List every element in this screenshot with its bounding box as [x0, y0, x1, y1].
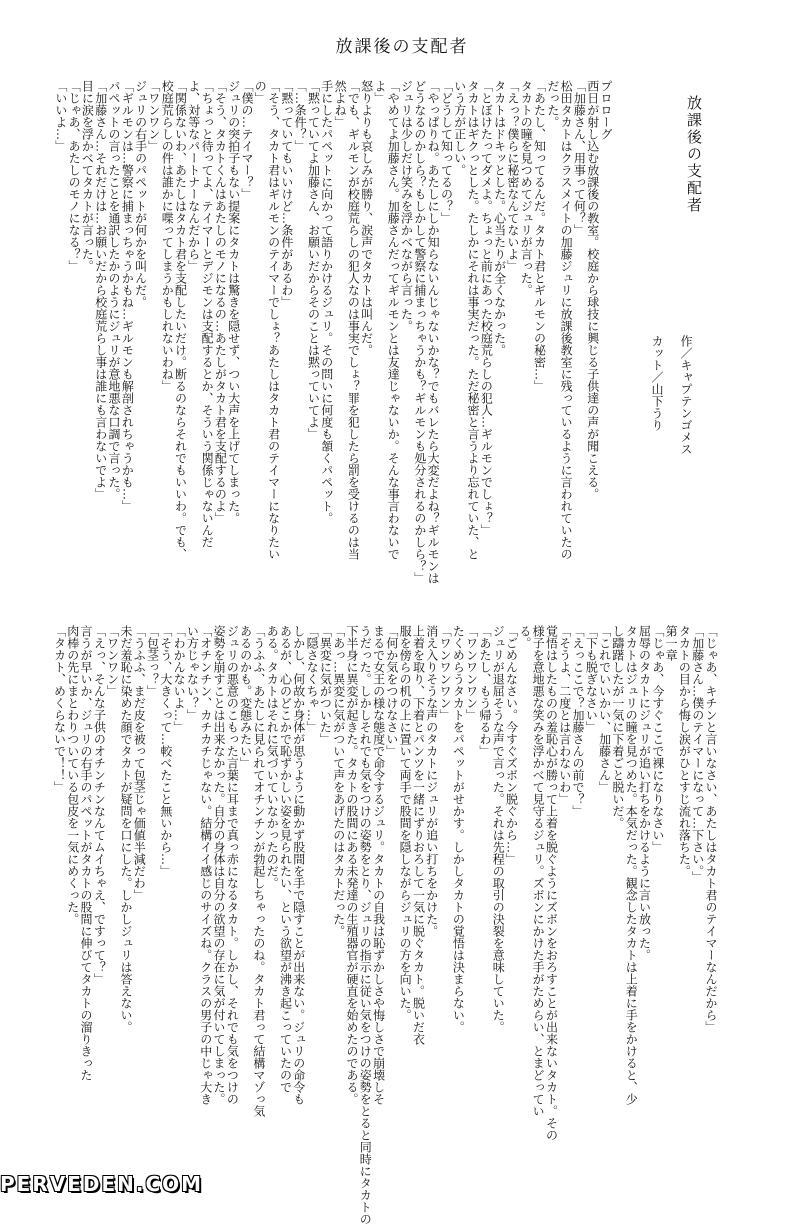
credits: [636, 335, 706, 485]
text-line: 下半身に異変が起きた。タカトの股間にある未発達の生殖器官が硬直を始めたのである。: [344, 625, 359, 1105]
text-line: 「そうよ、二度とは言わないわ」: [557, 625, 572, 805]
text-line: タカトはジュリの瞳を見つめた。本気だった。観念したタカトは上着に手をかけると、少: [624, 625, 639, 1105]
text-line: タカトの目から悔し涙がひとすじ流れ落ちた。: [677, 625, 692, 877]
page-title: 放課後の支配者: [335, 37, 469, 57]
text-line: 校庭荒らしの件は誰かに喋ってしまうかもしれないわね」: [160, 80, 175, 392]
upper-text-block: [53, 80, 613, 615]
text-line: ジュリは少しだけ笑みを浮かべながら言った。: [399, 80, 414, 332]
text-line: 「ワンワンワン」: [464, 625, 479, 721]
text-line: 「じゃあ、キチンと言いなさい、あたしはタカト君のテイマーなんだから」: [704, 625, 718, 1033]
text-line: 「黙っていてもいいけど…条件があるわ」: [279, 80, 294, 308]
text-line: ジュリの右手のパペットが何かを叫んだ。: [133, 80, 148, 308]
text-line: 「いいよ…」: [53, 80, 68, 152]
text-line: 「ワンワンワン」: [438, 625, 453, 721]
text-line: 「包茎っ？」: [145, 625, 160, 697]
text-line: 消え入りそうな声のタカトにジュリが追い打ちをかけた。: [424, 625, 439, 937]
text-line: 「…条件？」: [293, 80, 308, 152]
text-line: いう方が正しい。: [452, 80, 467, 176]
text-line: 言うが早いか、ジュリの右手のパペットがタカトの股間に伸びてタカトの溜りきった: [79, 625, 94, 1081]
text-line: 「どうして知ってるの？」: [439, 80, 454, 224]
text-line: 「加藤さん…それだけは…お願いだから校庭荒らし事は誰にも言わないでよ」: [93, 80, 108, 500]
text-line: 「隠さなくちゃ…」: [305, 625, 320, 733]
text-line: 松田タカトはクラスメイトの加藤ジュリに放課後教室に残っているように言われていたの: [559, 80, 574, 560]
text-line: タカトの瞳を見つめてジュリが言った。: [519, 80, 534, 296]
text-line: 「あたし、もう帰るわ」: [477, 625, 492, 757]
text-line: あるが、心のどこかで恥ずかしい姿を見られたい、という欲望が沸き起こっていたので: [278, 625, 293, 1093]
story-title: 放課後の支配者: [685, 95, 703, 214]
text-line: うだった。しかしそれでも気をつけの姿勢をとり、ジュリの指示に従い気をつけの姿勢をとると同時にタカトの: [358, 625, 373, 1225]
text-line: たくめらうタカトをパペットがせかす。しかしタカトの覚悟は決まらない。: [451, 625, 466, 1033]
text-line: プロローグ: [599, 80, 613, 140]
text-line: 上着を取り、下着とパンツを一緒にずりおろして一気に脱ぐタカト。脱いだ衣: [411, 625, 426, 1045]
text-line: の」: [253, 80, 268, 104]
text-line: だった。: [545, 80, 560, 128]
text-line: 「でも、ギルモンが校庭荒らしの犯人なのは事実でしょ？罪を犯したら罰を受けるのは当: [346, 80, 361, 560]
text-line: ジュリの悪意のこもった言葉に耳まで真っ赤になるタカト。しかし、それでも気をつけの: [225, 625, 240, 1105]
text-line: 姿勢を崩すことは出来なかった。自分の身体は自分の欲望の存在に気が付いてしまった。: [212, 625, 227, 1105]
text-line: タカトはギクっとした。たしかにそれは事実だった。ただ秘密と言うより忘れていた、と: [466, 80, 481, 560]
text-line: 「えっ、そんな子供のオチンチンなんてムイちゃえ、ですって？」: [92, 625, 107, 985]
text-line: 「異変に気がついた」: [318, 625, 333, 745]
text-line: 覚悟はしたものの羞恥心が勝って上着を脱ぐようにズボンをおろすことが出来ないタカト。その: [544, 625, 559, 1141]
text-line: よ、対等なパートナーなんだから」: [186, 80, 201, 272]
text-line: 屈辱のタカトにジュリが追い打ちをかけるように言い放った。: [637, 625, 652, 961]
text-line: 「じゃあ、あたしのモノになる？」: [67, 80, 82, 272]
text-line: パペットの言ったことを通訳したかのようにジュリが意地悪な口調で言った。: [107, 80, 122, 500]
text-line: 「ギルモンは…警察に捕まっちゃうかもね…ギルモンも解剖されちゃうかも…」: [120, 80, 135, 512]
text-line: 怒りよりも哀しみが勝り、涙声でタカトは叫んだ。: [359, 80, 374, 356]
text-line: 「タカト、めくらないで！！」: [52, 625, 67, 793]
text-line: 「あっ…異変に気がついて声をあげたのはタカトだった。: [331, 625, 346, 937]
text-line: 「とぼけたってダメよ。ちょっと前にあった校庭荒らしの犯人…ギルモンでしょ？」: [479, 80, 494, 536]
text-line: 「そう、タカト君はギルモンのテイマーでしょ？あたしはタカト君のテイマーになりたい: [266, 80, 281, 560]
text-line: 様子を意地悪な笑みを浮かべて見守るジュリ。ズボンにかけた手がためらい、とまどってい: [531, 625, 546, 1117]
text-line: 「えっ？僕らに秘密なんてないよ」: [505, 80, 520, 272]
text-line: 「そう、タカトくんはあたしのモノになるの…あたしがタカト君を支配するのよ」: [213, 80, 228, 524]
text-line: どうなるのかしら？もしかして警察に捕まっちゃうかも？ギルモンも処分されるのかしら？」: [412, 80, 427, 584]
text-line: しかし、何故か身体が思うように動かず股間を手で隠すことが出来ない。ジュリの命令も: [291, 625, 306, 1105]
text-line: 「うふふ、まだ皮を被って包茎じゃ価値半減だわ」: [132, 625, 147, 901]
text-line: 「やっぱりね。あたしにしか知らないんじゃないかな？でもバレたら大変だよね？ギルモンは: [426, 80, 441, 584]
text-line: よ」: [372, 80, 387, 104]
text-line: 然よね」: [333, 80, 348, 128]
text-line: 未だ羞恥に染めた顔でタカトが疑問を口にした。しかしジュリは答えない。: [118, 625, 133, 1033]
text-line: 「わかんないよ…」: [172, 625, 187, 733]
text-line: 第一章: [664, 625, 679, 661]
text-line: 「下も脱ぎなさい」: [584, 625, 599, 733]
text-line: 「何か気をつけなさい」: [384, 625, 399, 757]
credit-author: 作／キャプテンゴメス: [679, 335, 693, 455]
text-line: 「黙っていてよ加藤さん、お願いだからそのことは黙っていてよ」: [306, 80, 321, 440]
text-line: い方じゃない？」: [185, 625, 200, 721]
text-line: 「あたし、知ってるんだ。タカト君とギルモンの秘密…」: [532, 80, 547, 392]
text-line: 「加藤さん、用事って何？」: [572, 80, 587, 236]
text-line: あるのかも。変態みたい」: [238, 625, 253, 769]
text-line: 服を傍らの机の上に置いて両手で股間を隠しながらジュリの方を向いた。: [398, 625, 413, 1021]
text-line: 手にしたパペットに向かって語りかけるジュリ。その問いに何度も頷くパペット。: [319, 80, 334, 524]
text-line: 「ごめんなさい。今すぐズボン脱ぐから…」: [504, 625, 519, 865]
text-line: 目に涙を浮かべてタカトが言った。: [80, 80, 95, 272]
text-line: 「そう、大きくって…較べたこと無いから…」: [158, 625, 173, 877]
text-line: 「オチンチン、カチカチじゃない。結構イイ感じのサイズね。クラスの男子の中じゃ大き: [198, 625, 213, 1105]
text-line: る。: [517, 625, 532, 649]
text-line: し躊躇したが一気に下着ごと脱いだ。: [610, 625, 625, 829]
text-line: 「えっここで？加藤さんの前で？」: [571, 625, 586, 817]
text-line: 「加藤さん…僕のテイマーになって…下さい。」: [690, 625, 705, 883]
text-line: 「ちょっと待ってよ、テイマーとデジモンは支配するとか、そういう関係じゃないんだ: [200, 80, 215, 548]
text-line: 「じゃあ、今すぐここで裸になりなさい」: [650, 625, 665, 853]
text-line: 「うふふ、あたしに見られてオチンチンが勃起しちゃったのね。タカト君って結構マゾっ気: [251, 625, 266, 1117]
text-line: タカトはドキッとした。心当たりが全くなかった。: [492, 80, 507, 356]
text-line: 「ワンワン」: [146, 80, 161, 152]
text-line: ジュリの突拍子もない提案にタカトは驚きを隠せず、つい大声を上げてしまった。: [226, 80, 241, 524]
text-line: ある。タカトはそれに気づいていなかったのだ。: [265, 625, 280, 889]
text-line: 肉棒の先にまとわりついている包皮を一気にめくった。: [65, 625, 80, 925]
text-line: 「関係ないわ、あたしはタカト君を支配したいだけ。断るのならそれでもいいわ。でも、: [173, 80, 188, 560]
text-line: 「ワンワン」: [105, 625, 120, 697]
text-line: まるで女王の様な態度で命令するジュリ。タカトの自我は恥ずかしさや悔しさで崩壊しそ: [371, 625, 386, 1105]
text-line: 「やめてよ加藤さん。加藤さんだってギルモンとは友達じゃないか。そんな事言わないで: [386, 80, 401, 560]
site-watermark: PERVEDEN.COM: [0, 1172, 204, 1196]
text-line: 「これでいいかい、加藤さん」: [597, 625, 612, 793]
text-line: 西日が射し込む放課後の教室。校庭から球技に興じる子供達の声が聞こえる。: [585, 80, 600, 500]
text-line: ジュリが退屈そうな声で言った。それは先程の取引の決裂を意味していた。: [491, 625, 506, 1033]
credit-illustration: カット／山下うり: [650, 335, 664, 431]
text-line: 「僕の…テイマー？」: [239, 80, 254, 200]
